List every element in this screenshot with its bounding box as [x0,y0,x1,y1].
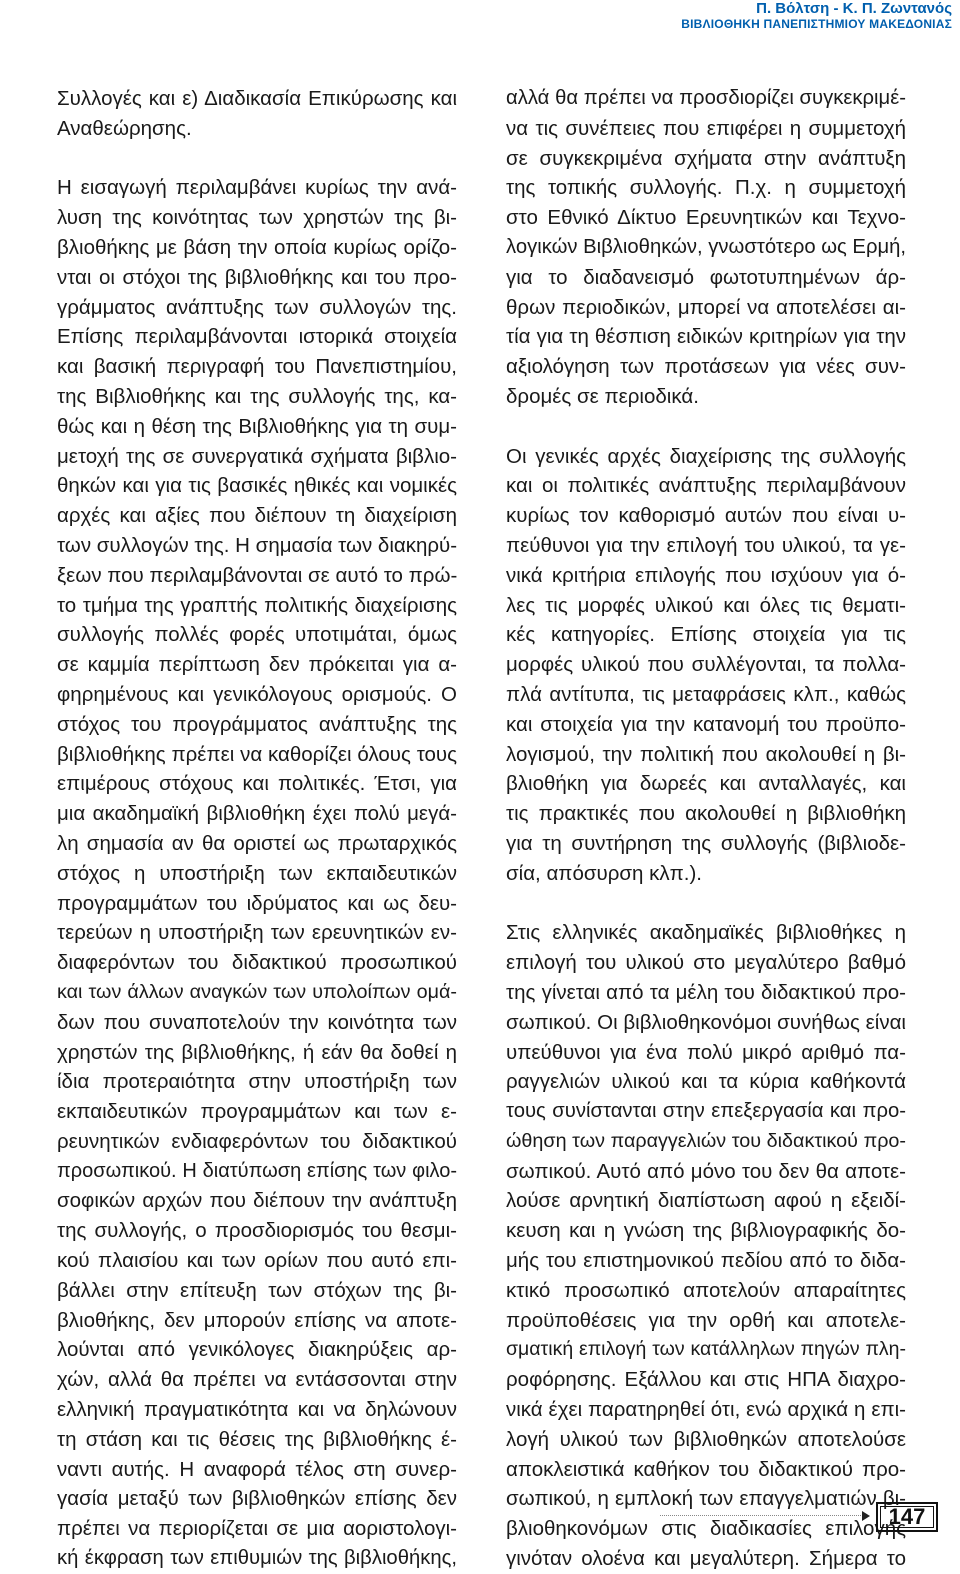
text-line: πεύθυνοι για την επιλογή του υλικού, τα γε- [506,533,906,557]
text-line: σε συγκεκριμένα σχήματα στην ανάπτυξη [506,146,906,170]
text-line: σία, απόσυρση κλπ.). [506,861,702,885]
text-line: προϋποθέσεις για την ορθή και αποτελε- [506,1308,906,1332]
paragraph-gap [506,412,906,442]
text-line: φηρημένους και γενικόλογους ορισμούς. Ο [57,682,457,706]
text-line: πλά αντίτυπα, τις μεταφράσεις κλπ., καθώς [506,682,906,706]
text-line: κή έκφραση των επιθυμιών της βιβλιοθήκης, [57,1547,457,1570]
text-line: αξιολόγηση των προτάσεων για νέες συν- [506,355,906,379]
text-line: κυρίως τον καθορισμό αυτών που είναι υ- [506,504,906,528]
text-line: της Βιβλιοθήκης και της συλλογής της, κα- [57,384,457,408]
paragraph-gap [506,889,906,919]
text-line: ροφόρησης. Εξάλλου και στις ΗΠΑ διαχρο- [506,1368,906,1392]
text-line: και στοιχεία για την κατανομή του προϋπο- [506,712,906,736]
left-text-column [57,84,457,1574]
text-line: και οι πολιτικές ανάπτυξης περιλαμβάνουν [506,474,906,498]
right-text-column [506,84,906,1574]
text-line: Συλλογές και ε) Διαδικασία Επικύρωσης και [57,87,457,110]
text-line: στο Εθνικό Δίκτυο Ερευνητικών και Τεχνο- [506,206,906,230]
text-line: αποκλειστικά καθήκον του διδακτικού προ- [506,1457,906,1481]
text-line: πρέπει να περιορίζεται σε μια αοριστολογι- [57,1517,457,1541]
text-line: λες τις μορφές υλικού και όλες τις θεματι- [506,593,906,617]
text-line: γινόταν ολοένα και μεγαλύτερη. Σήμερα το [506,1547,906,1571]
text-line: βλιοθηκονόμων στις διαδικασίες επιλογής [506,1517,906,1541]
text-line: ελληνική πραγματικότητα και να δηλώνουν [57,1398,457,1422]
text-line: ναντι αυτής. Η αναφορά τέλος στη συνερ- [57,1457,457,1481]
text-line: ίδια προτεραιότητα στην υποστήριξη των [57,1070,457,1094]
text-line: τία για τη θέσπιση ειδικών κριτηρίων για την [506,325,906,349]
text-line: στόχος του προγράμματος ανάπτυξης της [57,712,457,736]
text-line: για τη συντήρηση της συλλογής (βιβλιοδε- [506,831,906,855]
footer-arrow-icon [862,1511,870,1521]
text-line: βλιοθήκης, δεν μπορούν επίσης να αποτε- [57,1308,457,1332]
text-line: μής του επιστημονικού πεδίου από το διδα- [506,1249,906,1273]
text-line: Η εισαγωγή περιλαμβάνει κυρίως την ανά- [57,176,457,200]
text-line: θηκών και για τις βασικές ηθικές και νομικές [57,474,457,498]
text-line: λούνται από γενικόλογες διακηρύξεις αρ- [57,1338,457,1362]
text-line: λη σημασία αν θα οριστεί ως πρωταρχικός [57,831,457,855]
text-line: τερεύων η υποστήριξη των ερευνητικών εν- [57,921,457,945]
text-line: νικά έχει παρατηρηθεί ότι, ενώ αρχικά η επι- [506,1398,906,1422]
text-line: επιλογή του υλικού στο μεγαλύτερο βαθμό [506,951,906,975]
text-line: θρων περιοδικών, μπορεί να αποτελέσει αι- [506,295,906,319]
text-line: βλιοθήκη για δωρεές και ανταλλαγές, και [506,772,906,796]
text-line: ραγγελιών υλικού και τα κύρια καθήκοντά [506,1070,906,1094]
text-line: κού πλαισίου και των ορίων που αυτό επι- [57,1249,457,1273]
text-line: το τμήμα της γραπτής πολιτικής διαχείρισης [57,593,457,617]
text-line: τις πρακτικές που ακολουθεί η βιβλιοθήκη [506,802,906,826]
text-line: διαφερόντων του διδακτικού προσωπικού [57,951,457,975]
text-line: σοφικών αρχών που διέπουν την ανάπτυξη [57,1189,457,1213]
text-line: τους συνίστανται στην επεξεργασία και προ- [506,1100,906,1123]
text-line: επιμέρους στόχους και πολιτικές. Έτσι, για [57,772,457,796]
text-line: δων που συναποτελούν την κοινότητα των [57,1010,457,1034]
text-line: Επίσης περιλαμβάνονται ιστορικά στοιχεία [57,325,457,349]
text-line: γράμματος ανάπτυξης των συλλογών της. [57,295,457,319]
text-line: κτικό προσωπικό αποτελούν απαραίτητες [506,1278,906,1302]
text-line: δρομές σε περιοδικά. [506,384,699,408]
text-line: Στις ελληνικές ακαδημαϊκές βιβλιοθήκες η [506,921,906,945]
text-line: θώς και η θέση της Βιβλιοθήκης για τη συμ- [57,414,457,438]
text-line: για το διαδανεισμό φωτοτυπημένων άρ- [506,265,906,289]
text-line: στόχος η υποστήριξη των εκπαιδευτικών [57,861,457,885]
text-line: προγραμμάτων του ιδρύματος και ως δευ- [57,891,457,915]
text-line: κές κατηγορίες. Επίσης στοιχεία για τις [506,623,906,647]
text-line: κευση και η γνώση της βιβλιογραφικής δο- [506,1219,906,1243]
paragraph-gap [57,144,457,174]
text-line: και των άλλων αναγκών των υπολοίπων ομά- [57,980,457,1003]
text-line: σωπικού, η εμπλοκή των επαγγελματιών βι- [506,1487,906,1511]
header-library: ΒΙΒΛΙΟΘΗΚΗ ΠΑΝΕΠΙΣΤΗΜΙΟΥ ΜΑΚΕΔΟΝΙΑΣ [681,17,952,31]
text-line: βάλλει στην επίτευξη των στόχων της βι- [57,1278,457,1302]
text-line: να τις συνέπειες που επιφέρει η συμμετοχή [506,116,906,140]
text-line: τη στάση και τις θέσεις της βιβλιοθήκης έ- [57,1427,457,1451]
text-line: αρχές και αξίες που διέπουν τη διαχείριση [57,504,457,528]
text-line: χρηστών της βιβλιοθήκης, ή εάν θα δοθεί η [57,1040,457,1064]
text-line: χών, αλλά θα πρέπει να εντάσσονται στην [57,1368,457,1392]
text-line: νικά κριτήρια επιλογής που ισχύουν για ό- [506,563,906,587]
text-line: λυση της κοινότητας των χρηστών της βι- [57,206,457,230]
text-line: συλλογής πολλές φορές υποτιμάται, όμως [57,623,457,647]
text-line: μετοχή της σε συνεργατικά σχήματα βιβλιο- [57,444,457,468]
text-line: Οι γενικές αρχές διαχείρισης της συλλογής [506,444,906,468]
footer-rule [660,1515,865,1516]
text-line: Αναθεώρησης. [57,116,192,140]
text-line: και βασική περιγραφή του Πανεπιστημίου, [57,355,457,379]
text-line: λογικών Βιβλιοθηκών, γνωστότερο ως Ερμή, [506,235,907,258]
page-number: 147 [876,1502,938,1532]
text-line: νται οι στόχοι της βιβλιοθήκης και του προ- [57,265,457,289]
text-line: βιβλιοθήκης πρέπει να καθορίζει όλους τους [57,742,457,766]
text-line: μια ακαδημαϊκή βιβλιοθήκη έχει πολύ μεγά- [57,802,457,826]
text-line: μορφές υλικού που συλλέγονται, τα πολλα- [506,653,906,677]
text-line: της γίνεται από τα μέλη του διδακτικού προ- [506,980,906,1004]
text-line: γασία μεταξύ των βιβλιοθηκών επίσης δεν [57,1487,457,1511]
text-line: των συλλογών της. Η σημασία των διακηρύ- [57,533,458,557]
text-line: σματική επιλογή των κατάλληλων πηγών πλη- [506,1338,906,1361]
text-line: προσωπικού. Η διατύπωση επίσης των φιλο- [57,1159,457,1182]
text-line: σωπικού. Αυτό από μόνο του δεν θα αποτε- [506,1159,906,1183]
text-line: της τοπικής συλλογής. Π.χ. η συμμετοχή [506,176,906,200]
text-line: λογισμού, την πολιτική που ακολουθεί η βι- [506,742,906,766]
page-header [502,0,952,31]
text-line: αλλά θα πρέπει να προσδιορίζει συγκεκριμέ- [506,87,906,109]
header-authors: Π. Βόλτση - Κ. Π. Ζωντανός [756,0,952,17]
text-line: εκπαιδευτικών προγραμμάτων και των ε- [57,1100,457,1124]
text-line: λογή υλικού των βιβλιοθηκών αποτελούσε [506,1427,906,1451]
text-line: της συλλογής, ο προσδιορισμός του θεσμι- [57,1219,457,1243]
text-line: σε καμμία περίπτωση δεν πρόκειται για α- [57,653,457,677]
text-line: βλιοθήκης με βάση την οποία κυρίως ορίζο- [57,235,457,259]
text-line: ώθηση των παραγγελιών του διδακτικού προ- [506,1129,906,1152]
text-line: λούσε αρνητική διαπίστωση αφού η εξειδί- [506,1189,906,1213]
text-line: σωπικού. Οι βιβλιοθηκονόμοι συνήθως είναι [506,1010,906,1034]
text-line: υπεύθυνοι για ένα πολύ μικρό αριθμό πα- [506,1040,906,1064]
text-line: ξεων που περιλαμβάνονται σε αυτό το πρώ- [57,563,458,587]
text-line: ρευνητικών ενδιαφερόντων του διδακτικού [57,1129,457,1153]
